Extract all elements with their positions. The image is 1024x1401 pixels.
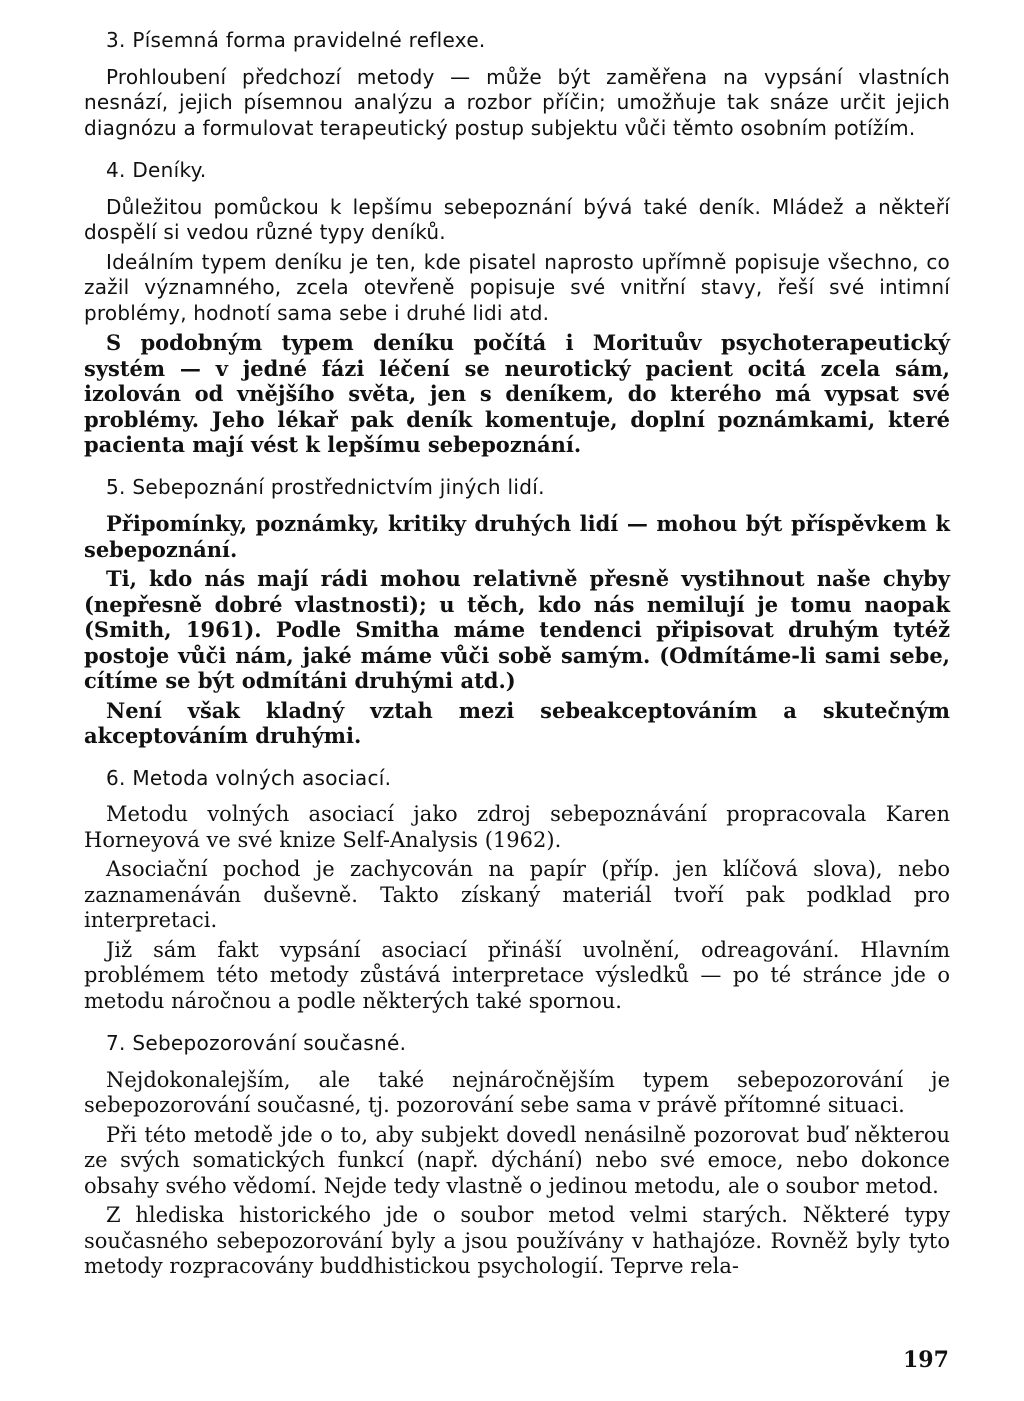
paragraph: Z hlediska historického jde o soubor metod velmi starých. Některé typy současného sebepozorování byly a jsou používány v hathajóze. Rovněž byly tyto metody rozpracovány buddhistickou psychologií. Teprve rela- bbox=[84, 1203, 950, 1278]
section-3 bbox=[84, 28, 950, 141]
page-number: 197 bbox=[903, 1347, 949, 1373]
section-heading: 3. Písemná forma pravidelné reflexe. bbox=[106, 28, 486, 52]
section-7 bbox=[84, 1031, 950, 1280]
paragraph: Ideálním typem deníku je ten, kde pisatel naprosto upřímně popisuje všechno, co zažil významného, zcela otevřeně popisuje své vnitřní stavy, řeší své intimní problémy, hodnotí sama sebe i druhé lidi atd. bbox=[84, 249, 950, 325]
paragraph: Metodu volných asociací jako zdroj sebepoznávání propracovala Karen Horneyová ve své knize Self-Analysis (1962). bbox=[84, 802, 950, 852]
paragraph: Při této metodě jde o to, aby subjekt dovedl nenásilně pozorovat buď některou ze svých somatických funkcí (např. dýchání) nebo své emoce, nebo dokonce obsahy svého vědomí. Nejde tedy vlastně o jedinou metodu, ale o soubor metod. bbox=[84, 1122, 950, 1198]
paragraph: Není však kladný vztah mezi sebeakceptováním a skutečným akceptováním druhými. bbox=[84, 697, 950, 748]
section-4 bbox=[84, 158, 950, 458]
section-heading: 4. Deníky. bbox=[106, 158, 207, 182]
book-page bbox=[84, 28, 950, 1297]
paragraph: Důležitou pomůckou k lepšímu sebepoznání bývá také deník. Mládež a někteří dospělí si vedou různé typy deníků. bbox=[84, 194, 950, 244]
paragraph: Prohloubení předchozí metody — může být zaměřena na vypsání vlastních nesnází, jejich písemnou analýzu a rozbor příčin; umožňuje tak snáze určit jejich diagnózu a formulovat terapeutický postup subjektu vůči těmto osobním potížím. bbox=[84, 64, 950, 140]
section-heading: 7. Sebepozorování současné. bbox=[106, 1031, 407, 1055]
section-heading: 5. Sebepoznání prostřednictvím jiných lidí. bbox=[106, 474, 545, 499]
section-6 bbox=[84, 766, 950, 1015]
section-heading: 6. Metoda volných asociací. bbox=[106, 765, 392, 790]
paragraph: Asociační pochod je zachycován na papír (příp. jen klíčová slova), nebo zaznamenáván duševně. Takto získaný materiál tvoří pak podklad pro interpretaci. bbox=[84, 857, 950, 932]
paragraph: Připomínky, poznámky, kritiky druhých lidí — mohou být příspěvkem k sebepoznání. bbox=[84, 511, 950, 562]
paragraph: Ti, kdo nás mají rádi mohou relativně přesně vystihnout naše chyby (nepřesně dobré vlastnosti); u těch, kdo nás nemilují je tomu naopak (Smith, 1961). Podle Smitha máme tendenci připisovat druhým tytéž postoje vůči nám, jaké máme vůči sobě samým. (Odmítáme-li sami sebe, cítíme se být odmítáni druhými atd.) bbox=[84, 566, 950, 693]
section-5 bbox=[84, 475, 950, 749]
paragraph: S podobným typem deníku počítá i Morituův psychoterapeutický systém — v jedné fázi léčení se neurotický pacient ocitá zcela sám, izolován od vnějšího světa, jen s deníkem, do kterého má vypsat své problémy. Jeho lékař pak deník komentuje, doplní poznámkami, které pacienta mají vést k lepšímu sebepoznání. bbox=[84, 330, 950, 457]
paragraph: Nejdokonalejším, ale také nejnáročnějším typem sebepozorování je sebepozorování současné, tj. pozorování sebe sama v právě přítomné situaci. bbox=[84, 1067, 950, 1117]
paragraph: Již sám fakt vypsání asociací přináší uvolnění, odreagování. Hlavním problémem této metody zůstává interpretace výsledků — po té stránce jde o metodu náročnou a podle některých také spornou. bbox=[84, 937, 950, 1013]
